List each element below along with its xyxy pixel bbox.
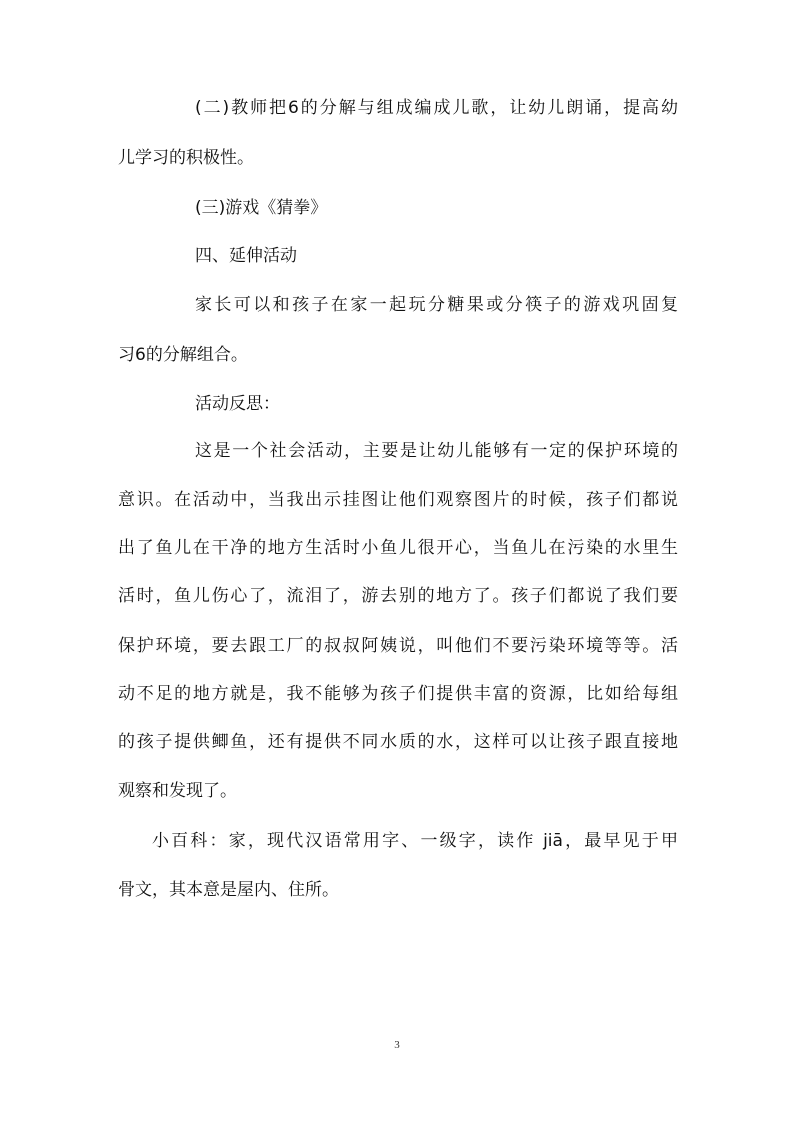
paragraph-line: 观察和发现了。 — [118, 781, 237, 801]
paragraph-line: 意识。在活动中，当我出示挂图让他们观察图片的时候，孩子们都说 — [118, 490, 678, 510]
paragraph-line: 儿学习的积极性。 — [118, 148, 254, 168]
paragraph-line: 骨文，其本意是屋内、住所。 — [118, 880, 339, 900]
paragraph-line: 家长可以和孩子在家一起玩分糖果或分筷子的游戏巩固复 — [195, 295, 678, 315]
page-number: 3 — [394, 1039, 400, 1051]
paragraph-line: 习6的分解组合。 — [118, 345, 248, 365]
paragraph-line: 保护环境，要去跟工厂的叔叔阿姨说，叫他们不要污染环境等等。活 — [118, 636, 678, 656]
paragraph-line: 这是一个社会活动，主要是让幼儿能够有一定的保护环境的 — [195, 441, 678, 461]
section-heading: (三)游戏《猜拳》 — [195, 198, 328, 218]
section-heading: 四、延伸活动 — [195, 246, 297, 266]
paragraph-line: 的孩子提供鲫鱼，还有提供不同水质的水，这样可以让孩子跟直接地 — [118, 732, 678, 752]
paragraph-line: 小百科：家，现代汉语常用字、一级字，读作 jiā，最早见于甲 — [152, 831, 678, 851]
paragraph-line: (二)教师把6的分解与组成编成儿歌，让幼儿朗诵，提高幼 — [195, 98, 678, 118]
paragraph-line: 出了鱼儿在干净的地方生活时小鱼儿很开心，当鱼儿在污染的水里生 — [118, 538, 678, 558]
paragraph-line: 活时，鱼儿伤心了，流泪了，游去别的地方了。孩子们都说了我们要 — [118, 586, 678, 606]
section-heading: 活动反思： — [195, 394, 280, 414]
paragraph-line: 动不足的地方就是，我不能够为孩子们提供丰富的资源，比如给每组 — [118, 684, 678, 704]
